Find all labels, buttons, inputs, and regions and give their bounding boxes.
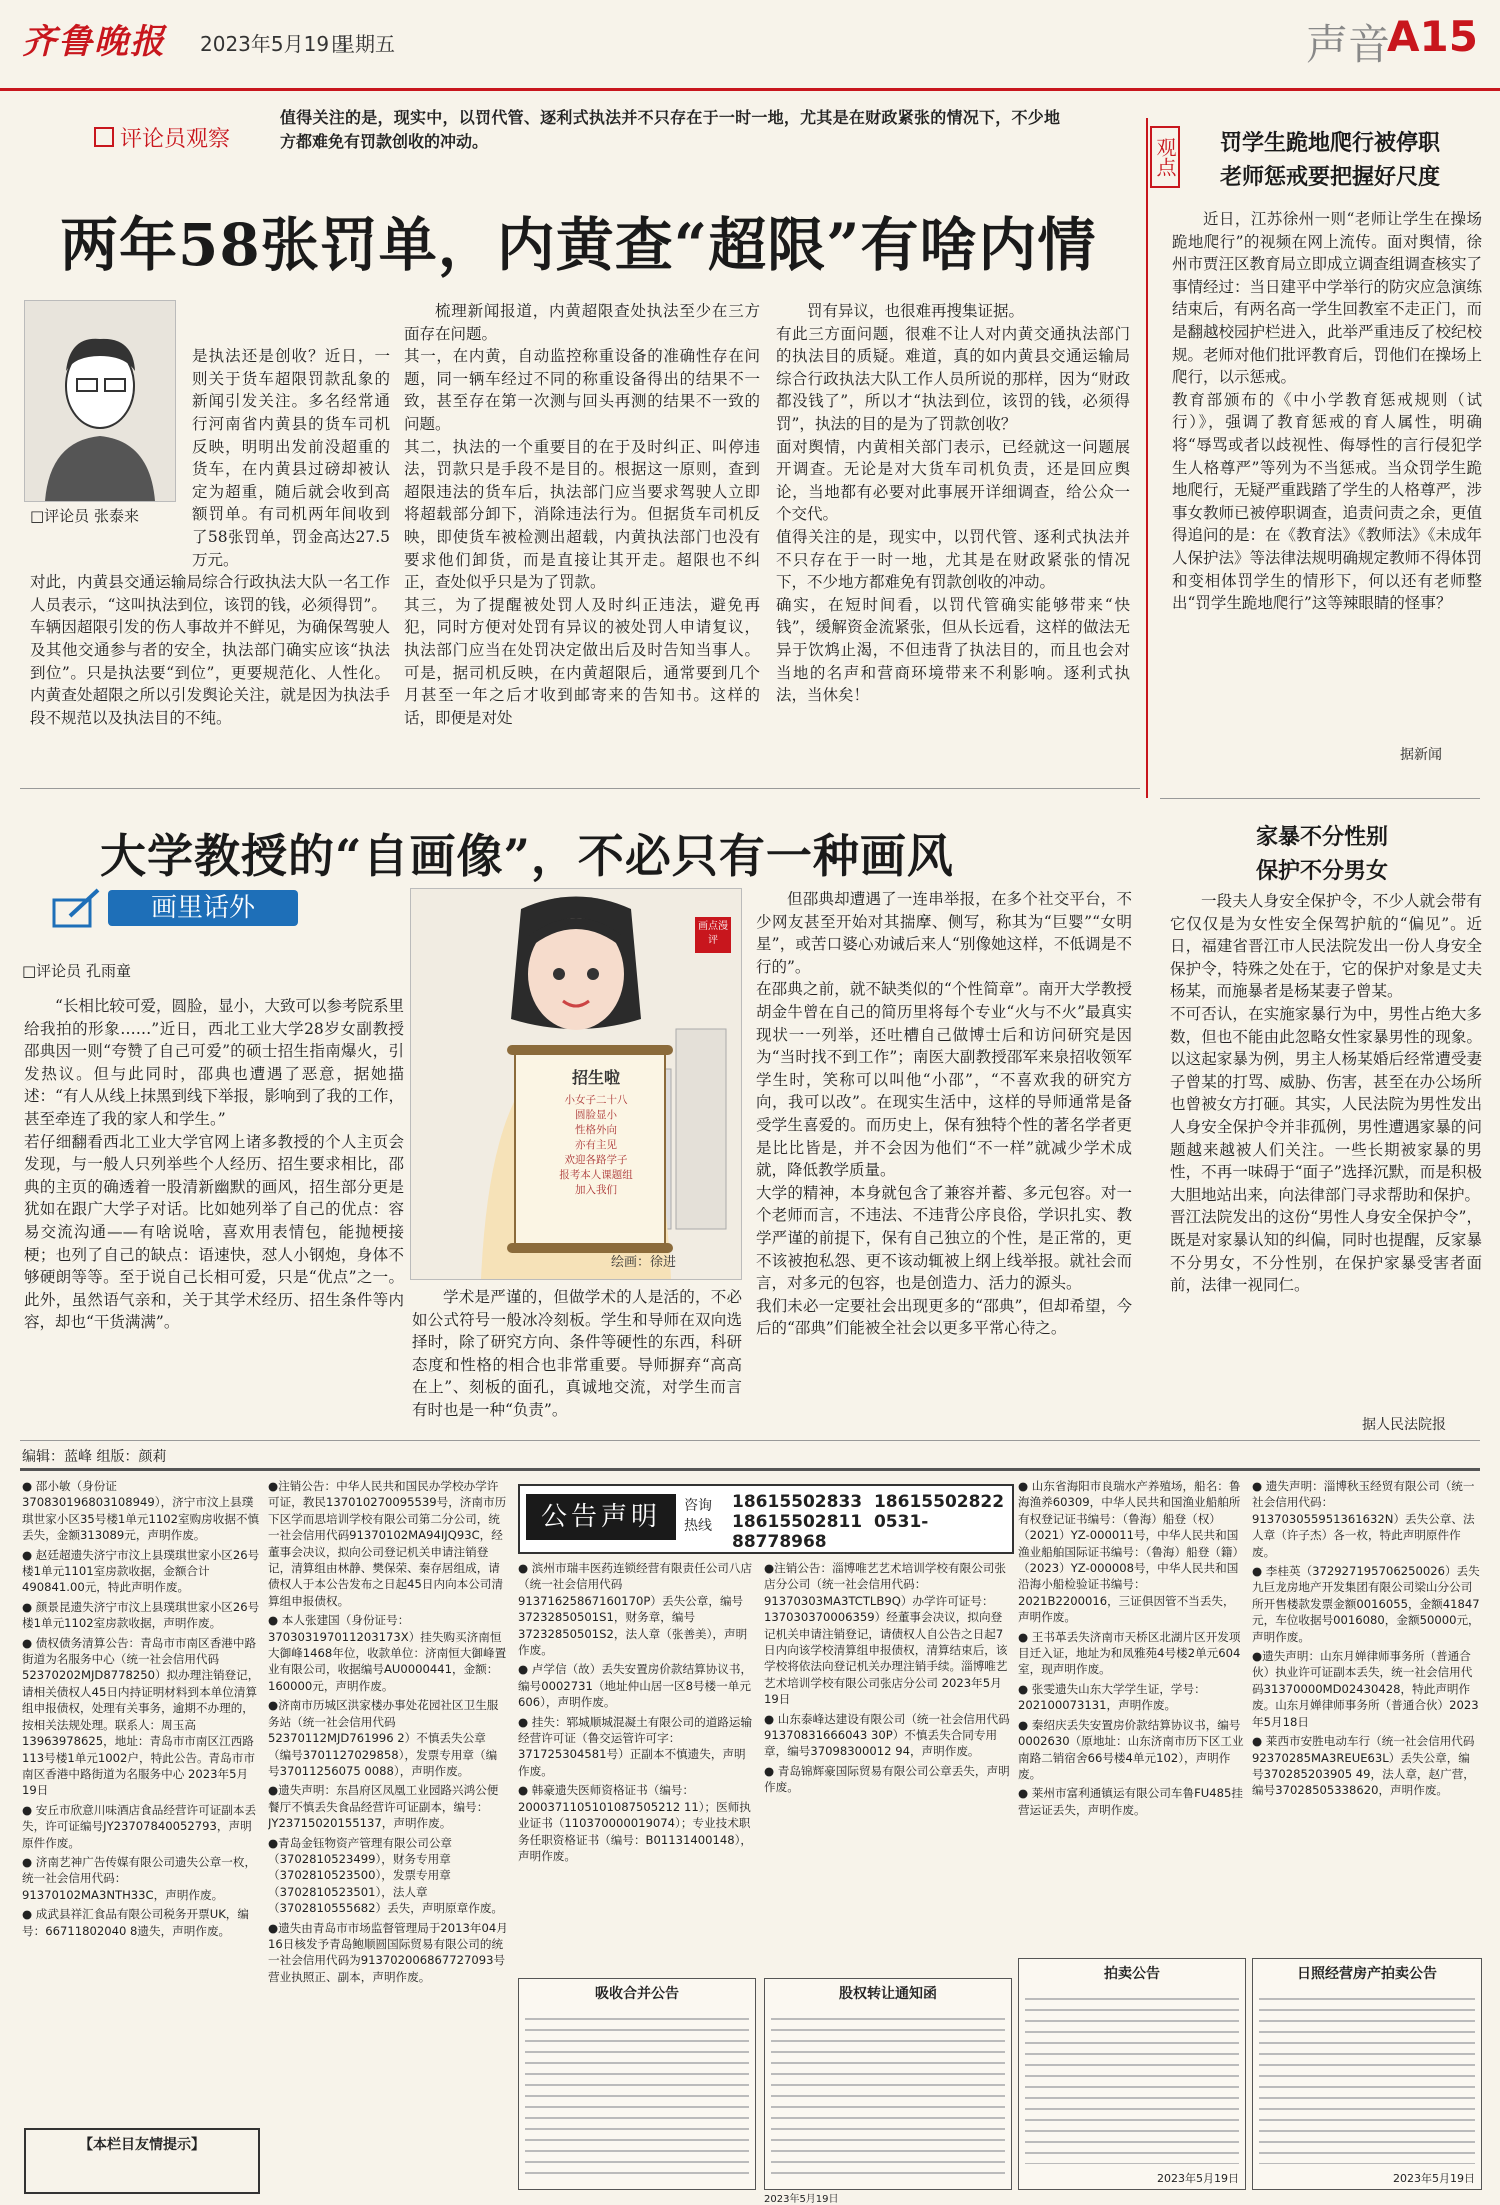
column-tag-cartoon <box>50 886 300 932</box>
classified-item: ● 债权债务清算公告：青岛市市南区香港中路街道为名服务中心（统一社会信用代码52370202MJD8778250）拟办理注销登记，请相关债权人45日内持证明材料到本单位清算组申报债权，处理有关事务，逾期不办理的，按相关法规处理。联系人：周玉高13963978625，地址：青岛市市南区江西路113号楼1单元1002户，特此公告。青岛市市南区香港中路街道为名服务中心 2023年5月19日 <box>22 1635 260 1798</box>
equity-notice-title: 股权转让通知函 <box>839 1986 937 2002</box>
classified-item: ● 韩豪遗失医师资格证书（编号：2000371105101087505212 11）；医师执业证书（110370000019074）；专业技术职务任职资格证书（编号：B01131400148），声明作废。 <box>518 1783 753 1863</box>
classified-item: ● 莱州市富利通镇运有限公司车鲁FU485挂营运证丢失，声明作废。 <box>1018 1786 1243 1817</box>
article2-column3: 但邵典却遭遇了一连串举报，在多个社交平台，不少网友甚至开始对其揣摩、侧写，称其为“巨婴”“女明星”，或苦口婆心劝诫后来人“别像她这样，不低调是不行的”。 在邵典之前，就不缺类似的“个性简章”。南开大学教授胡金牛曾在自己的简历里将每个专业“火与不火”最真实现状一一列举，还吐槽自己做博士后和访问研究是因为“当时找不到工作”；南医大副教授邵军来泉招收领军学生时，笑称可以叫他“小邵”，“不喜欢我的研究方向，我可以改”。在现实生活中，这样的导师通常是备受学生喜爱的。而历史上，保有独特个性的著名学者更是比比皆是，并不会因为他们“不一样”就减少学术成就，降低教学质量。 大学的精神，本身就包含了兼容并蓄、多元包容。对一个老师而言，不违法、不违背公序良俗，学识扎实、教学严谨的前提下，保有自己独立的个性，是正常的，更不该被抱私怨、更不该动辄被上纲上线举报。就社会而言，对多元的包容，也是创造力、活力的源头。 我们未必一定要社会出现更多的“邵典”，但却希望，今后的“邵典”们能被全社会以更多平常心待之。 <box>756 890 1132 1338</box>
hotline-number: 18615502822 <box>873 1492 1005 1512</box>
classified-col6 <box>1252 1478 1480 1948</box>
classified-item: ● 赵廷超遗失济宁市汶上县璞琪世家小区26号楼1单元1101室房款收据，金额合计490841.00元，特此声明作废。 <box>22 1547 260 1595</box>
classified-item: ●遗失声明：山东月婵律师事务所（普通合伙）执业许可证副本丢失，统一社会信用代码31370000MD02430428，特此声明作废。山东月婵律师事务所（普通合伙）2023年5月18日 <box>1252 1649 1479 1729</box>
classified-item: ●青岛金钰物资产管理有限公司公章（3702810523499），财务专用章（3702810523500），发票专用章（3702810523501），法人章（3702810555682）丢失，声明原章作废。 <box>268 1835 504 1916</box>
auction-notice-box2 <box>1252 1958 1482 2190</box>
byline-article2: □评论员 孔雨童 <box>22 962 131 980</box>
classified-item: ● 山东省海阳市良瑞水产养殖场，船名：鲁海渔养60309，中华人民共和国渔业船舶所有权登记证书编号：（鲁海）船登（权）（2021）YZ-000011号，中华人民共和国渔业船舶国际证书编号：（鲁海）船登（籍）（2023）YZ-000008号，中华人民共和国沿海小船检验证书编号：2021B2200016，三证俱因管不当丢失，声明作废。 <box>1018 1479 1241 1625</box>
scroll-line: 小女子二十八 <box>564 1094 628 1106</box>
hotline-label: 咨询热线 <box>684 1498 712 1534</box>
column-tag-box-icon <box>94 127 114 147</box>
classified-col1 <box>22 1478 260 2118</box>
classified-item: ● 莱西市安胜电动车行（统一社会信用代码92370285MA3REUE63L）丢失公章，编号370285203905 49，法人章，赵广营，编号37028505338620，声明作废。 <box>1252 1734 1475 1798</box>
sidebar2-headline <box>1172 820 1472 888</box>
classified-col2 <box>268 1478 508 2188</box>
classified-item: ● 济南艺神广告传媒有限公司遗失公章一枚，统一社会信用代码：91370102MA3NTH33C，声明作废。 <box>22 1854 257 1902</box>
article1-column1 <box>30 300 390 760</box>
article1-column2: 梳理新闻报道，内黄超限查处执法至少在三方面存在问题。 其一，在内黄，自动监控称重设备的准确性存在问题，同一辆车经过不同的称重设备得出的结果不一致，甚至存在第一次测与回头再测的结果不一致的问题。 其二，执法的一个重要目的在于及时纠正、叫停违法，罚款只是手段不是目的。根据这一原则，查到超限违法的货车后，执法部门应当要求驾驶人立即将超载部分卸下，消除违法行为。但据货车司机反映，即使货车被检测出超载，内黄执法部门也没有要求他们卸货，而是直接让其开走。超限也不纠正，查处似乎只是为了罚款。 其三，为了提醒被处罚人及时纠正违法，避免再犯，同时方便对处罚有异议的被处罚人申请复议，执法部门应当在处罚决定做出后及时告知当事人。可是，据司机反映，在内黄超限后，通常要到几个月甚至一年之后才收到邮寄来的告知书。这样的话，即便是对处 <box>404 302 760 727</box>
masthead <box>0 0 1500 91</box>
classified-top-rule <box>20 1468 1480 1471</box>
cartoon-credit: 绘画：徐进 <box>611 1255 677 1270</box>
classified-item: ● 青岛锦辉豪国际贸易有限公司公章丢失，声明作废。 <box>764 1763 1010 1795</box>
equity-notice-date: 2023年5月19日 <box>764 2194 839 2205</box>
classified-item: ●注销公告：淄博唯艺艺术培训学校有限公司张店分公司（统一社会信用代码：91370303MA3TCTLB9Q）办学许可证号：137030370006359）经董事会决议，拟向登记机关申请注销登记，请债权人自公告之日起7日内向该学校清算组申报债权，清算结束后，该学校将依法向登记机关办理注销手续。淄博唯艺艺术培训学校有限公司张店分公司 2023年5月19日 <box>764 1561 1008 1707</box>
classified-col3 <box>518 1560 754 1970</box>
scroll-text <box>537 1093 655 1198</box>
headline-article2: 大学教授的“自画像”，不必只有一种画风 <box>100 829 954 883</box>
classified-col5 <box>1018 1478 1244 1948</box>
classified-item: ● 挂失：郓城顺城混凝土有限公司的道路运输经营许可证（鲁交运管许可字：371725304581号）正副本不慎遗失，声明作废。 <box>518 1714 753 1778</box>
classified-item: ● 遗失声明：淄博秋玉经贸有限公司（统一社会信用代码：913703055951361632N）丢失公章、法人章（许子杰）各一枚，特此声明原件作废。 <box>1252 1479 1475 1559</box>
merge-notice-title: 吸收合并公告 <box>595 1986 679 2002</box>
scroll-line: 亦有主见 <box>575 1139 617 1151</box>
classified-item: ● 成武县祥汇食品有限公司税务开票UK，编号：66711802040 8遗失，声明作废。 <box>22 1907 249 1938</box>
byline-article1: □评论员 张泰来 <box>30 507 139 525</box>
hotline-number: 18615502833 <box>732 1492 863 1512</box>
announcement-banner <box>518 1484 1014 1554</box>
editors-credit: 编辑：蓝峰 组版：颜莉 <box>22 1449 167 1465</box>
auction-notice-date2: 2023年5月19日 <box>1393 2172 1475 2185</box>
auction-notice-title2: 日照经营房产拍卖公告 <box>1297 1966 1437 1982</box>
scroll-line: 圆脸显小 <box>575 1109 617 1121</box>
cartoon-illustration <box>410 888 742 1280</box>
sidebar1-source: 据新闻 <box>1400 747 1442 763</box>
classified-item: ●遗失声明：东昌府区凤凰工业园路兴鸿公便餐厅不慎丢失食品经营许可证副本，编号：JY23715020155137，声明作废。 <box>268 1783 499 1831</box>
article2-column1: “长相比较可爱，圆脸，显小，大致可以参考院系里给我拍的形象……”近日，西北工业大学28岁女副教授邵典因一则“夸赞了自己可爱”的硕士招生指南爆火，引发热议。但与此同时，邵典也遭遇了恶意，据她描述：“有人从线上抹黑到线下举报，影响到了我的工作，甚至牵连了我的家人和学生。” 若仔细翻看西北工业大学官网上诸多教授的个人主页会发现，与一般人只列举些个人经历、招生要求相比，邵典的主页的确透着一股清新幽默的画风，招生部分更是犹如在跟广大学子对话。比如她列举了自己的优点：容易交流沟通——有啥说啥，喜欢用表情包，能抛梗接梗；也列了自己的缺点：语速快，怼人小钢炮，身体不够硬朗等等。至于说自己长相可爱，只是“优点”之一。此外，虽然语气亲和，关于其学术经历、招生条件等内容，却也“干货满满”。 <box>24 997 404 1332</box>
sidebar2-source: 据人民法院报 <box>1362 1417 1446 1433</box>
headline-article1: 两年58张罚单，内黄查“超限”有啥内情 <box>60 211 1097 279</box>
auction-notice-text2 <box>1259 1989 1475 2164</box>
sidebar2-headline-line2: 保护不分男女 <box>1255 858 1388 884</box>
sidebar1-body: 近日，江苏徐州一则“老师让学生在操场跪地爬行”的视频在网上流传。面对舆情，徐州市贾汪区教育局立即成立调查组调查核实了事情经过：当日建平中学举行的防灾应急演练结束后，有两名高一学生回教室不走正门，而是翻越校园护栏进入，此举严重违反了校纪校规。老师对他们批评教育后，罚他们在操场上爬行，以示惩戒。 教育部颁布的《中小学教育惩戒规则（试行）》，强调了教育惩戒的育人属性，明确将“辱骂或者以歧视性、侮辱性的言行侵犯学生人格尊严”等列为不当惩戒。当众罚学生跪地爬行，无疑严重践踏了学生的人格尊严，涉事女教师已被停职调查，追责问责之余，更值得追问的是：在《教育法》《教师法》《未成年人保护法》等法律法规明确规定教师不得体罚和变相体罚学生的情形下，何以还有老师整出“罚学生跪地爬行”这等辣眼睛的怪事？ <box>1172 210 1482 613</box>
hotline-number: 0531-88778968 <box>732 1512 929 1552</box>
scroll-line: 性格外向 <box>575 1124 617 1136</box>
scroll-line: 报考本人课题组 <box>559 1169 633 1181</box>
auction-notice-box1 <box>1018 1958 1246 2190</box>
sidebar2-body: 一段夫人身安全保护令，不少人就会带有它仅仅是为女性安全保驾护航的“偏见”。近日，福建省晋江市人民法院发出一份人身安全保护令，特殊之处在于，它的保护对象是丈夫杨某，而施暴者是杨某妻子曾某。 不可否认，在实施家暴行为中，男性占绝大多数，但也不能由此忽略女性家暴男性的现象。以这起家暴为例，男主人杨某婚后经常遭受妻子曾某的打骂、威胁、伤害，甚至在办公场所也曾被女方打砸。其实，人民法院为男性发出人身安全保护令并非孤例，男性遭遇家暴的问题越来越被人们关注。一些长期被家暴的男性，不再一味碍于“面子”选择沉默，而是积极大胆地站出来，向法律部门寻求帮助和保护。 晋江法院发出的这份“男性人身安全保护令”，既是对家暴认知的纠偏，同时也提醒，反家暴不分男女，不分性别，在保护家暴受害者面前，法律一视同仁。 <box>1170 892 1482 1295</box>
scroll-line: 欢迎各路学子 <box>564 1154 628 1166</box>
sidebar2-headline-line1: 家暴不分性别 <box>1255 824 1388 850</box>
sidebar-divider <box>1146 118 1148 798</box>
equity-notice-text <box>771 2009 1005 2179</box>
classified-item: ● 本人张建国（身份证号：370303197011203173X）挂失购买济南恒大御峰1468年位，收款单位：济南恒大御峰置业有限公司，收据编号AU0000441，金额：160000元，声明作废。 <box>268 1613 507 1693</box>
hotline-number: 18615502811 <box>732 1512 863 1532</box>
merge-notice-text <box>525 2009 749 2179</box>
classified-item: ●注销公告：中华人民共和国民办学校办学许可证，教民137010270095539号，济南市历下区学而思培训学校有限公司第二分公司，统一社会信用代码91370102MA94IJQ93C，经董事会决议，拟向公司登记机关申请注销登记，清算组由林静、樊保荣、秦存居组成，请债权人于本公告发布之日起45日内向本公司清算组申报债权。 <box>268 1479 507 1608</box>
classified-item: ● 秦绍庆丢失安置房价款结算协议书，编号0002630（原地址：山东济南市历下区工业南路二销宿舍66号楼4单元102），声明作废。 <box>1018 1717 1244 1781</box>
newspaper-logo: 齐鲁晚报 <box>22 22 166 62</box>
classified-item: ● 颜景昆遗失济宁市汶上县璞琪世家小区26号楼1单元1102室房款收据，声明作废。 <box>22 1599 260 1631</box>
issue-date: 2023年5月19日 <box>200 32 350 56</box>
classified-item: ● 安丘市欣意川味酒店食品经营许可证副本丢失，许可证编号JY23707840052793，声明原件作废。 <box>22 1802 257 1850</box>
cartoon-badge: 画点漫评 <box>695 917 731 953</box>
sidebar-tag-viewpoint: 观点 <box>1150 126 1180 188</box>
scroll-line: 加入我们 <box>575 1184 617 1196</box>
article1-column3: 罚有异议，也很难再搜集证据。 有此三方面问题，很难不让人对内黄交通执法部门的执法目的质疑。难道，真的如内黄县交通运输局综合行政执法大队工作人员所说的那样，因为“财政都没钱了”，所以才“执法到位，该罚的钱，必须得罚”，执法的目的是为了罚款创收？ 面对舆情，内黄相关部门表示，已经就这一问题展开调查。无论是对大货车司机负责，还是回应舆论，当地都有必要对此事展开详细调查，给公众一个交代。 值得关注的是，现实中，以罚代管、逐利式执法并不只存在于一时一地，尤其是在财政紧张的情况下，不少地方都难免有罚款创收的冲动。 确实，在短时间看，以罚代管确实能够带来“快钱”，缓解资金流紧张，但从长远看，这样的做法无异于饮鸩止渴，不但违背了执法目的，而且也会对当地的名声和营商环境带来不利影响。逐利式执法，当休矣！ <box>776 302 1130 705</box>
lead-quote: 值得关注的是，现实中，以罚代管、逐利式执法并不只存在于一时一地，尤其是在财政紧张的情况下，不少地方都难免有罚款创收的冲动。 <box>280 108 1060 151</box>
section-name: 声音 <box>1305 20 1390 69</box>
classified-item: ● 滨州市瑞丰医药连锁经营有限责任公司八店（统一社会信用代码91371625867160170P）丢失公章，编号37232850501S1，财务章，编号37232850501S2，法人章（张善美），声明作废。 <box>518 1561 753 1658</box>
issue-weekday: 星期五 <box>335 32 395 56</box>
pen-paper-icon <box>50 886 104 932</box>
column-tag-text: 评论员观察 <box>120 127 231 152</box>
classified-item: ● 卢学信（故）丢失安置房价款结算协议书，编号0002731（地址仲山居一区8号楼一单元606），声明作废。 <box>518 1662 753 1710</box>
classified-item: ● 王书革丢失济南市天桥区北湖片区开发项目迁入证，地址为和凤雅苑4号楼2单元604室，现声明作废。 <box>1018 1629 1241 1677</box>
classified-item: ● 李桂英（372927195706250026）丢失九巨龙房地产开发集团有限公司梁山分公司所开售楼款发票金额0016055，金额41847元，车位收据号0016080，金额50000元，声明作废。 <box>1252 1564 1480 1644</box>
classified-item: ● 张雯遗失山东大学学生证，学号：202100073131，声明作废。 <box>1018 1681 1206 1713</box>
merge-notice-box <box>518 1978 756 2190</box>
notice-box-title: 【本栏目友情提示】 <box>79 2137 205 2153</box>
photo-float-space <box>30 323 192 553</box>
classified-col4 <box>764 1560 1010 1970</box>
announcement-title: 公告声明 <box>526 1494 676 1540</box>
sidebar1-headline <box>1190 126 1470 194</box>
auction-notice-title1: 拍卖公告 <box>1104 1966 1160 1982</box>
hotline-numbers <box>732 1492 1012 1552</box>
auction-notice-date1: 2023年5月19日 <box>1157 2172 1239 2185</box>
article2-mid-column: 学术是严谨的，但做学术的人是活的，不必如公式符号一般冰冷刻板。学生和导师在双向选择时，除了研究方向、条件等硬性的东西，科研态度和性格的相合也非常重要。导师摒弃“高高在上”、刻板的面孔，真诚地交流，对学生而言有时也是一种“负责”。 <box>412 1288 742 1419</box>
divider-bottom <box>20 1440 1480 1441</box>
scroll-title: 招生啦 <box>571 1068 620 1087</box>
classified-item: ● 邵小敏（身份证370830196803108949），济宁市汶上县璞琪世家小区35号楼1单元1102室购房收据不慎丢失，金额313089元，声明作废。 <box>22 1479 260 1543</box>
classified-item: ●济南市历城区洪家楼办事处花园社区卫生服务站（统一社会信用代码52370112MJD761996 2）不慎丢失公章（编号3701127029858），发票专用章（编号37011256075 0088），声明作废。 <box>268 1698 499 1778</box>
sidebar1-headline-line2: 老师惩戒要把握好尺度 <box>1219 164 1440 190</box>
article1-column1-text: 是执法还是创收？近日，一则关于货车超限罚款乱象的新闻引发关注。多名经常通行河南省内黄县的货车司机反映，明明出发前没超重的货车，在内黄县过磅却被认定为超重，随后就会收到高额罚单。有司机两年间收到了58张罚单，罚金高达27.5万元。 对此，内黄县交通运输局综合行政执法大队一名工作人员表示，“这叫执法到位，该罚的钱，必须得罚”。 车辆因超限引发的伤人事故并不鲜见，为确保驾驶人及其他交通参与者的安全，执法部门确实应该“执法到位”。只是执法要“到位”，更要规范化、人性化。内黄查处超限之所以引发舆论关注，就是因为执法手段不规范以及执法目的不纯。 <box>30 347 390 727</box>
classified-item: ● 山东泰峰达建设有限公司（统一社会信用代码91370831666043 30P）不慎丢失合同专用章，编号37098300012 94，声明作废。 <box>764 1711 1010 1759</box>
classified-item: ●遗失由青岛市市场监督管理局于2013年04月16日核发予青岛鲍顺圆国际贸易有限公司的统一社会信用代码为913702006867727093号营业执照正、副本，声明作废。 <box>268 1920 508 1984</box>
divider-article1 <box>20 788 1140 789</box>
auction-notice-text1 <box>1025 1989 1239 2164</box>
sidebar1-headline-line1: 罚学生跪地爬行被停职 <box>1219 130 1440 156</box>
divider-sidebar2 <box>1160 798 1480 799</box>
equity-notice-box <box>764 1978 1012 2190</box>
notice-box <box>24 2128 260 2194</box>
column-tag-cartoon-text: 画里话外 <box>108 890 298 926</box>
page-number: A15 <box>1387 12 1478 61</box>
column-tag-observation <box>94 122 230 153</box>
